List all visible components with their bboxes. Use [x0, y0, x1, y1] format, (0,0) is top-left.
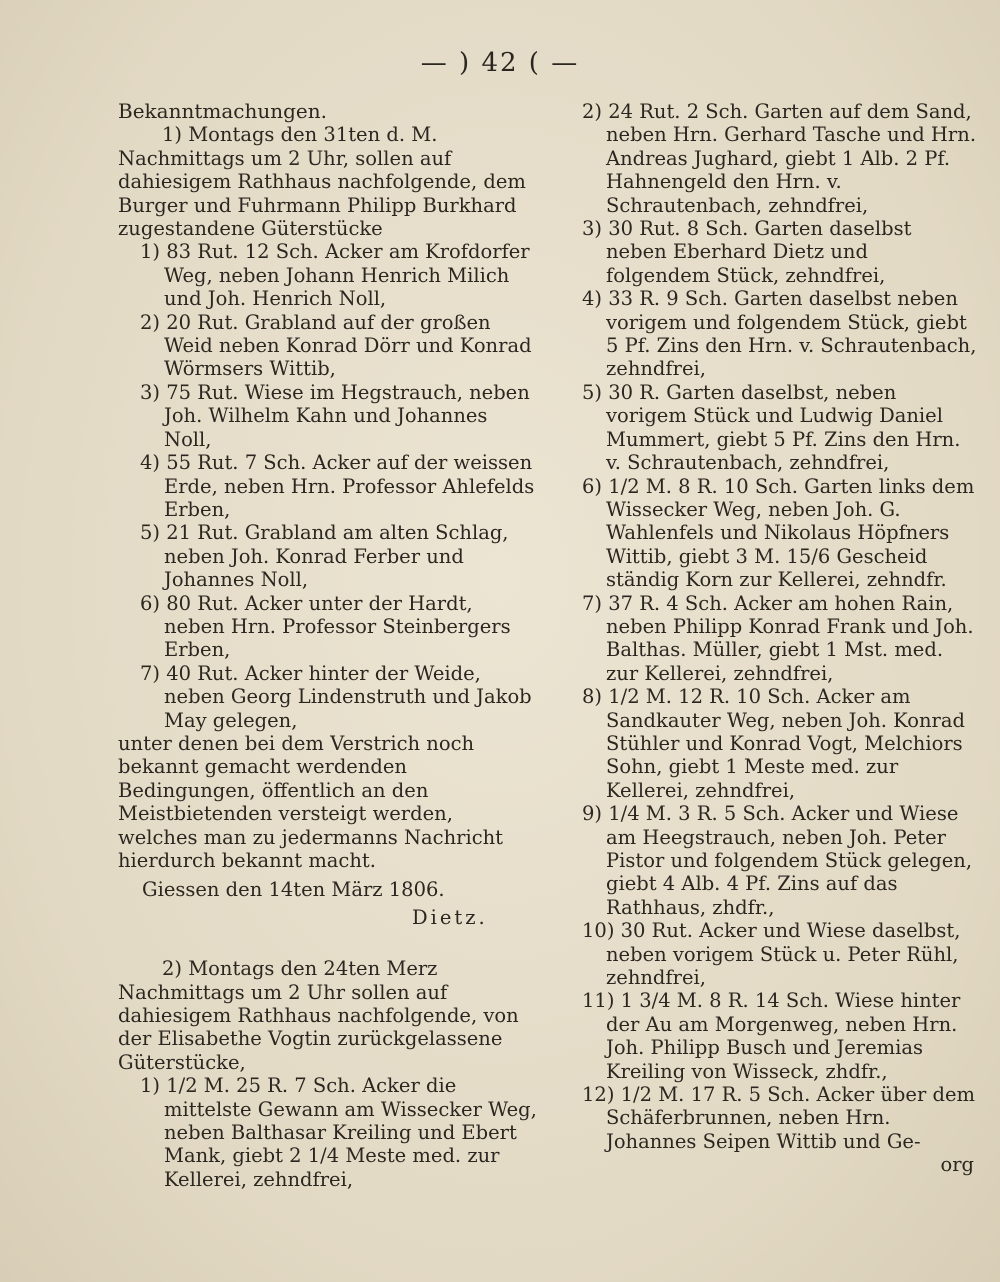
notice-2-item: 2) 24 Rut. 2 Sch. Garten auf dem Sand, neben Hrn. Gerhard Tasche und Hrn. Andreas Jughard, giebt 1 Alb. 2 Pf. Hahnengeld den Hrn. v. Schrautenbach, zehndfrei, — [582, 100, 977, 217]
notice-1-signature: Dietz. — [412, 905, 488, 929]
notice-2-item: 8) 1/2 M. 12 R. 10 Sch. Acker am Sandkauter Weg, neben Joh. Konrad Stühler und Konrad Vogt, Melchiors Sohn, giebt 1 Meste med. zur Kellerei, zehndfrei, — [582, 685, 965, 802]
notice-1-item: 3) 75 Rut. Wiese im Hegstrauch, neben Joh. Wilhelm Kahn und Johannes Noll, — [140, 380, 530, 451]
right-column — [582, 100, 978, 1177]
notice-1-item: 2) 20 Rut. Grabland auf der großen Weid neben Konrad Dörr und Konrad Wörmsers Wittib, — [140, 310, 532, 381]
notice-1-date: Giessen den 14ten März 1806. — [142, 878, 445, 902]
left-column — [118, 100, 538, 1191]
notice-1-item: 7) 40 Rut. Acker hinter der Weide, neben Georg Lindenstruth und Jakob May gelegen, — [140, 661, 532, 732]
notice-2-item: 4) 33 R. 9 Sch. Garten daselbst neben vorigem und folgendem Stück, giebt 5 Pf. Zins den Hrn. v. Schrautenbach, zehndfrei, — [582, 287, 977, 381]
page-number-header: — ) 42 ( — — [420, 48, 580, 78]
notice-1-item: 5) 21 Rut. Grabland am alten Schlag, neben Joh. Konrad Ferber und Johannes Noll, — [140, 521, 509, 592]
notice-2-item: 6) 1/2 M. 8 R. 10 Sch. Garten links dem Wissecker Weg, neben Joh. G. Wahlenfels und Nikolaus Höpfners Wittib, giebt 3 M. 15/6 Gescheid ständig Korn zur Kellerei, zehndfr. — [582, 474, 975, 592]
notice-1-item: 6) 80 Rut. Acker unter der Hardt, neben Hrn. Professor Steinbergers Erben, — [140, 591, 511, 662]
notice-2-item: 9) 1/4 M. 3 R. 5 Sch. Acker und Wiese am Heegstrauch, neben Joh. Peter Pistor und folgendem Stück gelegen, giebt 4 Alb. 4 Pf. Zins auf das Rathhaus, zhdfr., — [582, 802, 973, 919]
notice-2-item: 3) 30 Rut. 8 Sch. Garten daselbst neben Eberhard Dietz und folgendem Stück, zehndfrei, — [582, 217, 912, 287]
section-title: Bekanntmachungen. — [118, 99, 327, 123]
notice-2-item: 7) 37 R. 4 Sch. Acker am hohen Rain, neben Philipp Konrad Frank und Joh. Balthas. Müller, giebt 1 Mst. med. zur Kellerei, zehndfrei, — [582, 591, 974, 685]
notice-2-item: 1) 1/2 M. 25 R. 7 Sch. Acker die mittelste Gewann am Wissecker Weg, neben Balthasar Kreiling und Ebert Mank, giebt 2 1/4 Meste med. zur Kellerei, zehndfrei, — [140, 1074, 537, 1191]
notice-1-closing: unter denen bei dem Verstrich noch bekannt gemacht werdenden Bedingungen, öffentlich an den Meistbietenden versteigt werden, welches man zu jedermanns Nachricht hierdurch bekannt macht. — [118, 731, 504, 872]
notice-1-item: 1) 83 Rut. 12 Sch. Acker am Krofdorfer Weg, neben Johann Henrich Milich und Joh. Henrich Noll, — [140, 240, 530, 311]
catchword: org — [940, 1153, 974, 1177]
notice-1-intro: 1) Montags den 31ten d. M. Nachmittags um 2 Uhr, sollen auf dahiesigem Rathhaus nachfolgende, dem Burger und Fuhrmann Philipp Burkhard zugestandene Güterstücke — [118, 123, 526, 241]
notice-1-item: 4) 55 Rut. 7 Sch. Acker auf der weissen Erde, neben Hrn. Professor Ahlefelds Erben, — [140, 451, 535, 521]
notice-2-item: 11) 1 3/4 M. 8 R. 14 Sch. Wiese hinter der Au am Morgenweg, neben Hrn. Joh. Philipp Busch und Jeremias Kreiling von Wisseck, zhdfr., — [582, 989, 961, 1083]
spacer — [118, 929, 538, 957]
notice-2-item: 5) 30 R. Garten daselbst, neben vorigem Stück und Ludwig Daniel Mummert, giebt 5 Pf. Zins den Hrn. v. Schrautenbach, zehndfrei, — [582, 380, 961, 475]
notice-2-intro: 2) Montags den 24ten Merz Nachmittags um 2 Uhr sollen auf dahiesigem Rathhaus nachfolgende, von der Elisabethe Vogtin zurückgelassene Güterstücke, — [118, 957, 519, 1074]
notice-2-item: 12) 1/2 M. 17 R. 5 Sch. Acker über dem Schäferbrunnen, neben Hrn. Johannes Seipen Wittib und Ge- — [582, 1083, 975, 1153]
notice-2-item: 10) 30 Rut. Acker und Wiese daselbst, neben vorigem Stück u. Peter Rühl, zehndfrei, — [582, 919, 961, 990]
